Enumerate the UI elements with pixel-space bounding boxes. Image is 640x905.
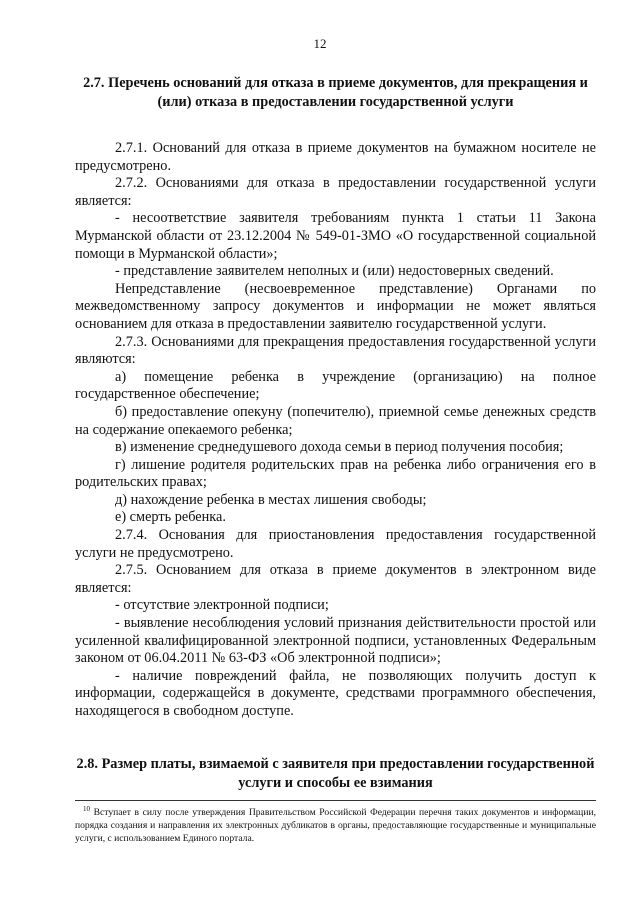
list-item: - несоответствие заявителя требованиям пункта 1 статьи 11 Закона Мурманской области от 23.12.2004 № 549-01-ЗМО «О государственной социальной помощи в Мурманской области»;: [75, 210, 596, 262]
paragraph-nonsubmission: Непредставление (несвоевременное представление) Органами по межведомственному запросу документов и информации не может являться основанием для отказа в предоставлении заявителю государственной услуги.: [75, 280, 596, 332]
list-item: - отсутствие электронной подписи;: [115, 597, 329, 614]
paragraph-2-7-2: 2.7.2. Основаниями для отказа в предоставлении государственной услуги является:: [75, 175, 596, 209]
paragraph-2-7-1: 2.7.1. Оснований для отказа в приеме документов на бумажном носителе не предусмотрено.: [75, 140, 596, 174]
footnote: [75, 806, 596, 845]
list-item: д) нахождение ребенка в местах лишения свободы;: [115, 491, 427, 508]
paragraph-2-7-5: 2.7.5. Основанием для отказа в приеме документов в электронном виде является:: [75, 562, 596, 596]
section-2-7-heading: 2.7. Перечень оснований для отказа в приеме документов, для прекращения и (или) отказа в предоставлении государственной услуги: [83, 75, 588, 110]
list-item: а) помещение ребенка в учреждение (организацию) на полное государственное обеспечение;: [75, 368, 596, 403]
paragraph-2-7-4: 2.7.4. Основания для приостановления предоставления государственной услуги не предусмотрено.: [75, 527, 596, 561]
footnote-text: Вступает в силу после утверждения Правительством Российской Федерации перечня таких документов и информации, порядка создания и направления их электронных дубликатов в органы, предоставляющие государственные и муниципальные услуги, с использованием Единого портала.: [75, 807, 596, 844]
footnote-marker: 10: [83, 804, 90, 813]
paragraph-2-7-3: 2.7.3. Основаниями для прекращения предоставления государственной услуги являются:: [75, 333, 596, 368]
list-item: б) предоставление опекуну (попечителю), приемной семье денежных средств на содержание опекаемого ребенка;: [75, 403, 596, 438]
list-item: - наличие повреждений файла, не позволяющих получить доступ к информации, содержащейся в документе, средствами программного обеспечения, находящегося в свободном доступе.: [75, 667, 596, 719]
section-2-8-heading: 2.8. Размер платы, взимаемой с заявителя при предоставлении государственной услуги и способы ее взимания: [76, 755, 595, 791]
list-item: в) изменение среднедушевого дохода семьи в период получения пособия;: [115, 439, 564, 456]
list-item: - представление заявителем неполных и (или) недостоверных сведений.: [115, 263, 554, 280]
page-content: [75, 74, 596, 793]
list-item: г) лишение родителя родительских прав на ребенка либо ограничения его в родительских правах;: [75, 456, 596, 491]
list-item: - выявление несоблюдения условий признания действительности простой или усиленной квалифицированной электронной подписи, установленных Федеральным законом от 06.04.2011 № 63-ФЗ «Об электронной подписи»;: [75, 615, 596, 667]
list-item: е) смерть ребенка.: [115, 509, 226, 526]
page-number: 12: [313, 36, 327, 51]
footnote-divider: [75, 800, 596, 801]
